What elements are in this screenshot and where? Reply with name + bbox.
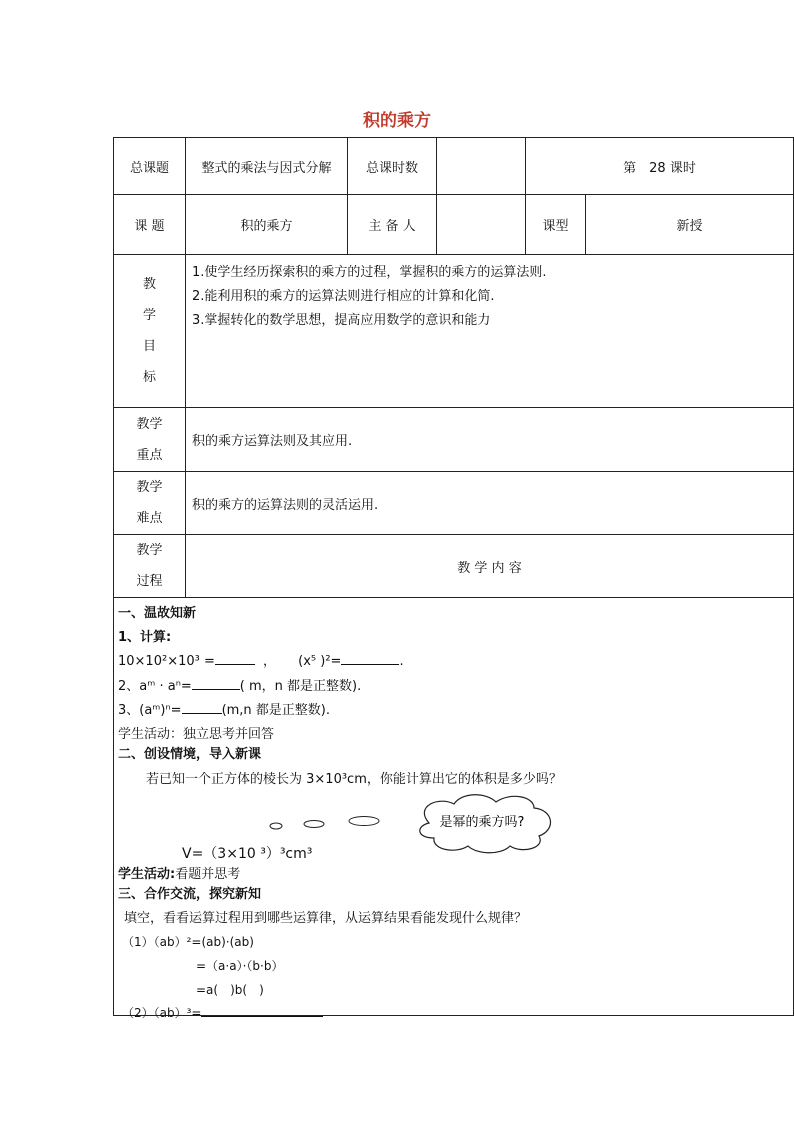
section-2-title: 二、创设情境，导入新课 bbox=[118, 747, 262, 762]
key-point-label: 教学 重点 bbox=[114, 408, 186, 472]
cloud-text: 是幂的乘方吗? bbox=[439, 815, 525, 830]
section-1-title: 一、温故知新 bbox=[118, 606, 197, 621]
goal-item: 1.使学生经历探索积的乘方的过程，掌握积的乘方的运算法则. bbox=[192, 265, 547, 280]
lesson-content bbox=[114, 598, 794, 1020]
goals-label: 教 学 目 标 bbox=[114, 255, 186, 408]
activity-1: 学生活动：独立思考并回答 bbox=[118, 727, 275, 742]
hours-value bbox=[437, 138, 526, 195]
activity-2: 学生活动:看题并思考 bbox=[118, 867, 241, 882]
lesson-value: 积的乘方 bbox=[186, 195, 348, 255]
hours-label: 总课时数 bbox=[348, 138, 437, 195]
topic-label: 总课题 bbox=[114, 138, 186, 195]
section-3-title: 三、合作交流，探究新知 bbox=[118, 887, 262, 902]
type-label: 课型 bbox=[526, 195, 586, 255]
process-label: 教学 过程 bbox=[114, 535, 186, 598]
page-title: 积的乘方 bbox=[363, 111, 431, 131]
task-text: 填空，看看运算过程用到哪些运算律，从运算结果看能发现什么规律？ bbox=[124, 911, 528, 926]
volume-formula: V=（3×10 ³）³cm³ bbox=[182, 846, 313, 862]
expansion-2: （2）（ab）³= bbox=[122, 1004, 323, 1021]
lesson-plan-table bbox=[113, 137, 794, 1020]
question-2: 2、aᵐ · aⁿ= ( m，n 都是正整数). bbox=[118, 679, 362, 694]
lesson-number: 第 28 课时 bbox=[526, 138, 794, 195]
goal-item: 3.掌握转化的数学思想，提高应用数学的意识和能力 bbox=[192, 313, 491, 328]
goal-item: 2.能利用积的乘方的运算法则进行相应的计算和化简. bbox=[192, 289, 495, 304]
difficulty-text: 积的乘方的运算法则的灵活运用. bbox=[186, 472, 794, 535]
scenario-question: 若已知一个正方体的棱长为 3×10³cm，你能计算出它的体积是多少吗？ bbox=[146, 772, 562, 787]
author-label: 主 备 人 bbox=[348, 195, 437, 255]
lesson-label: 课 题 bbox=[114, 195, 186, 255]
goals-list bbox=[186, 255, 794, 408]
question-1-title: 1、计算: bbox=[118, 630, 172, 645]
key-point-text: 积的乘方运算法则及其应用. bbox=[186, 408, 794, 472]
question-1: 10×10²×10³ = ， (x⁵ )²= . bbox=[118, 654, 404, 669]
author-value bbox=[437, 195, 526, 255]
question-3: 3、(aᵐ)ⁿ= (m,n 都是正整数). bbox=[118, 703, 331, 718]
difficulty-label: 教学 难点 bbox=[114, 472, 186, 535]
expansion-1-line-1: （1）（ab）²=(ab)·(ab) bbox=[122, 935, 254, 949]
expansion-1-line-2: =（a·a）·（b·b） bbox=[196, 959, 284, 973]
expansion-1-line-3: =a( )b( ) bbox=[196, 983, 264, 997]
type-value: 新授 bbox=[586, 195, 794, 255]
process-heading: 教 学 内 容 bbox=[186, 535, 794, 598]
topic-value: 整式的乘法与因式分解 bbox=[186, 138, 348, 195]
